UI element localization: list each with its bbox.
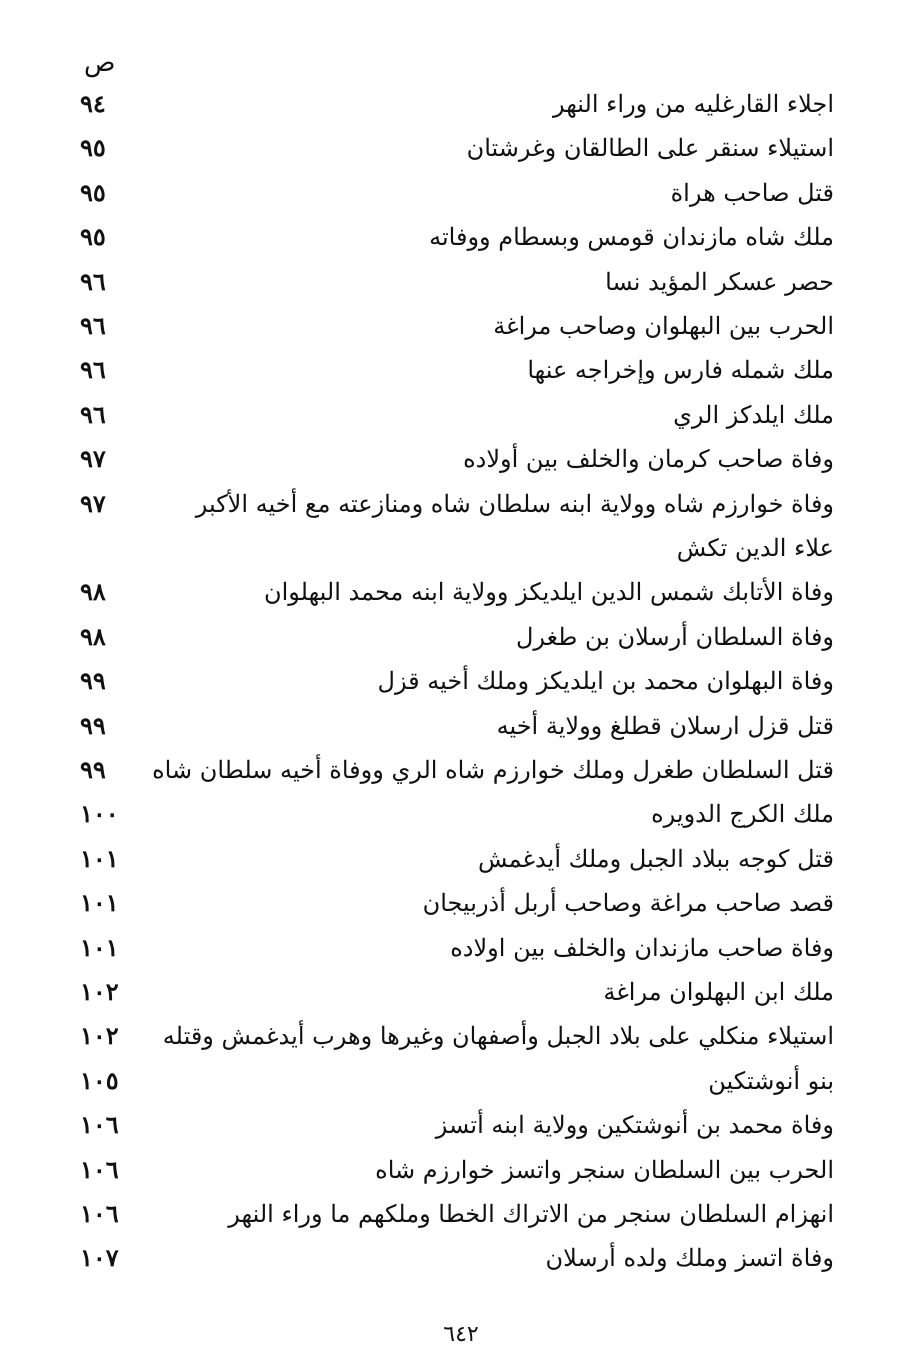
toc-entry <box>0 1194 922 1238</box>
toc-entry-title: الحرب بين البهلوان وصاحب مراغة <box>493 312 834 340</box>
toc-entry <box>0 839 922 883</box>
toc-entry-title: انهزام السلطان سنجر من الاتراك الخطا وملكهم ما وراء النهر <box>228 1200 834 1228</box>
toc-entry-title: استيلاء سنقر على الطالقان وغرشتان <box>466 134 834 163</box>
toc-entry <box>0 572 922 616</box>
toc-entry-page: ٩٥ <box>80 133 106 163</box>
toc-entry <box>0 750 922 794</box>
toc-entry <box>0 617 922 661</box>
toc-entry-title: وفاة الأتابك شمس الدين ايلديكز وولاية ابنه محمد البهلوان <box>263 578 834 607</box>
toc-entry-title: وفاة السلطان أرسلان بن طغرل <box>515 622 834 651</box>
toc-entry-title: وفاة اتسز وملك ولده أرسلان <box>545 1244 834 1273</box>
toc-entry-title: قتل صاحب هراة <box>670 178 834 207</box>
toc-entry-page: ٩٧ <box>80 444 106 474</box>
toc-entry-title: بنو أنوشتكين <box>708 1066 834 1095</box>
toc-entry-title: وفاة محمد بن أنوشتكين وولاية ابنه أتسز <box>435 1111 834 1140</box>
toc-entry-page: ١٠١ <box>80 888 119 918</box>
toc-entry-page: ٩٨ <box>80 621 106 651</box>
toc-entry <box>0 972 922 1016</box>
toc-entry <box>0 1061 922 1105</box>
toc-entry <box>0 395 922 439</box>
toc-entry <box>0 306 922 350</box>
toc-entry-title: قتل كوجه ببلاد الجبل وملك أيدغمش <box>478 844 834 873</box>
toc-entry-title: استيلاء منكلي على بلاد الجبل وأصفهان وغيرها وهرب أيدغمش وقتله <box>162 1022 834 1051</box>
toc-entry <box>0 1016 922 1060</box>
toc-entry-page: ٩٤ <box>80 89 106 118</box>
toc-entry-page: ١٠١ <box>80 843 119 873</box>
toc-entry <box>0 1105 922 1149</box>
toc-entry-page: ١٠٢ <box>80 1021 119 1051</box>
toc-entry-page: ١٠٦ <box>80 1110 119 1140</box>
toc-entry <box>0 794 922 838</box>
toc-entry-page: ١٠٠ <box>80 799 119 829</box>
toc-entry-page: ١٠١ <box>80 932 119 962</box>
toc-entry-title: الحرب بين السلطان سنجر واتسز خوارزم شاه <box>375 1155 834 1184</box>
toc-entry-page: ٩٨ <box>80 577 106 607</box>
toc-entry <box>0 217 922 261</box>
toc-entry-page: ١٠٦ <box>80 1154 119 1184</box>
toc-entry <box>0 350 922 394</box>
page-number: ٦٤٢ <box>443 1322 479 1347</box>
toc-entry-page: ٩٥ <box>80 222 106 252</box>
toc-entry <box>0 84 922 128</box>
page-column-header: ص <box>84 48 116 78</box>
toc-entry-page: ٩٥ <box>80 177 106 207</box>
toc-entry-title: ملك شمله فارس وإخراجه عنها <box>527 356 834 385</box>
toc-entry <box>0 173 922 217</box>
toc-entry-title: قتل قزل ارسلان قطلغ وولاية أخيه <box>496 711 834 740</box>
toc-entry-page: ٩٦ <box>80 399 106 429</box>
toc-entry-page: ٩٦ <box>80 266 106 296</box>
toc-entry <box>0 1238 922 1282</box>
toc-entry-title: وفاة صاحب كرمان والخلف بين أولاده <box>463 445 834 474</box>
toc-entry <box>0 262 922 306</box>
toc-entry-page: ١٠٦ <box>80 1199 119 1228</box>
toc-entry-title: ملك ابن البهلوان مراغة <box>603 978 834 1006</box>
toc-entry-title: ملك شاه مازندان قومس وبسطام ووفاته <box>429 223 834 252</box>
toc-entry <box>0 128 922 172</box>
toc-entry-title: ملك ايلدكز الري <box>673 400 834 429</box>
toc-entry-title: حصر عسكر المؤيد نسا <box>605 267 834 296</box>
toc-entry-page: ٩٦ <box>80 311 106 340</box>
toc-entry-page: ٩٩ <box>80 710 106 740</box>
toc-entry-page: ١٠٥ <box>80 1065 119 1095</box>
toc-entry <box>0 661 922 705</box>
toc-entry <box>0 706 922 750</box>
toc-entry <box>0 928 922 972</box>
toc-entry-page: ١٠٢ <box>80 977 119 1006</box>
toc-entry <box>0 484 922 528</box>
toc-entry-title: قصد صاحب مراغة وصاحب أربل أذربيجان <box>422 889 834 918</box>
toc-entry-title: ملك الكرج الدويره <box>651 800 834 829</box>
toc-entry-page: ١٠٧ <box>80 1243 119 1273</box>
toc-entry-title: وفاة صاحب مازندان والخلف بين اولاده <box>450 933 834 962</box>
toc-entry <box>0 1150 922 1194</box>
toc-entry-title: وفاة البهلوان محمد بن ايلديكز وملك أخيه قزل <box>377 667 834 696</box>
toc-entry <box>0 883 922 927</box>
toc-entry-title: وفاة خوارزم شاه وولاية ابنه سلطان شاه ومنازعته مع أخيه الأكبر <box>195 489 834 518</box>
toc-entry-page: ٩٩ <box>80 666 106 696</box>
toc-entry-title: قتل السلطان طغرل وملك خوارزم شاه الري ووفاة أخيه سلطان شاه <box>152 756 834 784</box>
toc-entry-page: ٩٩ <box>80 755 106 784</box>
toc-entry-title: اجلاء القارغليه من وراء النهر <box>552 90 834 118</box>
toc-entry-page: ٩٧ <box>80 488 106 518</box>
toc-entry <box>0 439 922 483</box>
toc-entry-page: ٩٦ <box>80 355 106 385</box>
toc-entry-title: علاء الدين تكش <box>676 534 834 562</box>
toc-entry <box>0 528 922 572</box>
